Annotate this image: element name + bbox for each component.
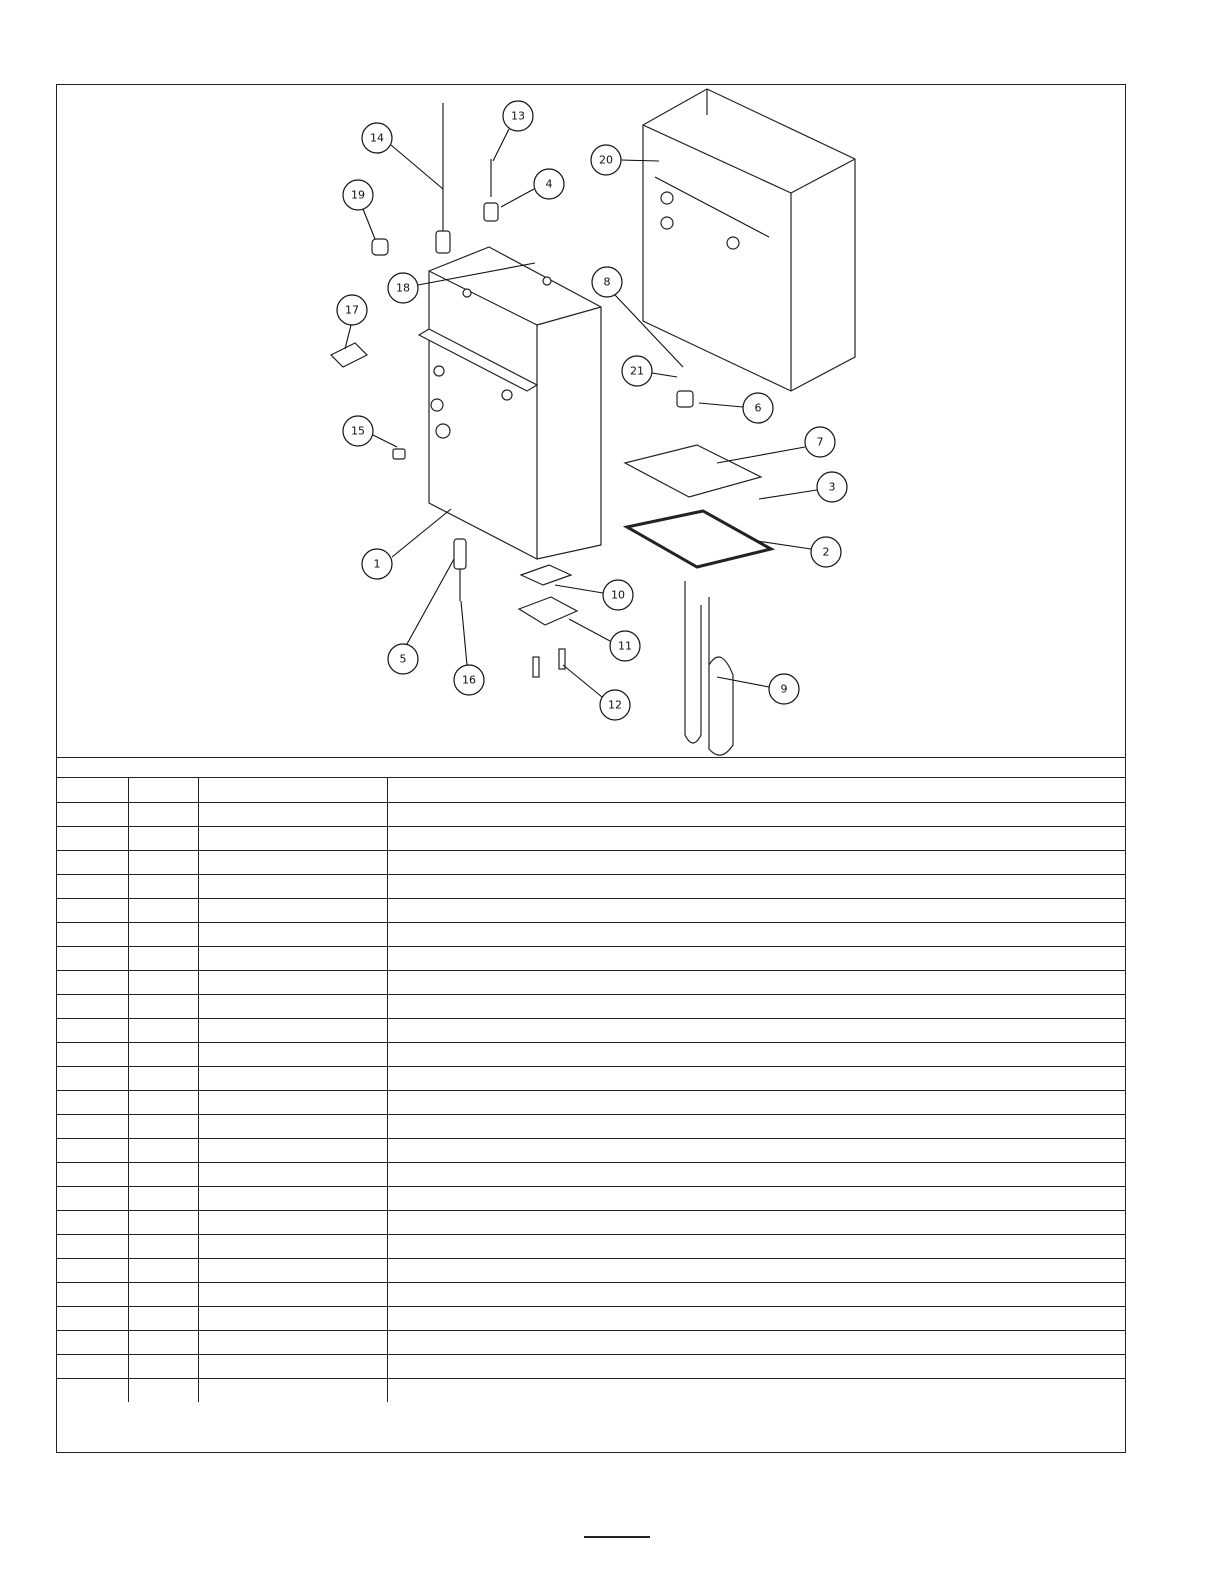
cell-qty <box>128 1234 198 1258</box>
cell-part-no <box>198 946 387 970</box>
cell-qty <box>128 1330 198 1354</box>
cell-item-no <box>57 1114 128 1138</box>
cell-part-no <box>198 1378 387 1402</box>
table-row <box>57 922 1125 946</box>
cell-description <box>387 802 1125 826</box>
table-row <box>57 1354 1125 1378</box>
cell-qty <box>128 1090 198 1114</box>
cell-item-no <box>57 1018 128 1042</box>
cell-description <box>387 1306 1125 1330</box>
svg-text:14: 14 <box>370 131 384 145</box>
cell-qty <box>128 1138 198 1162</box>
cell-description <box>387 1090 1125 1114</box>
cell-item-no <box>57 1330 128 1354</box>
cell-description <box>387 1114 1125 1138</box>
cell-qty <box>128 946 198 970</box>
cell-description <box>387 1138 1125 1162</box>
table-row <box>57 874 1125 898</box>
table-row <box>57 826 1125 850</box>
cell-description <box>387 994 1125 1018</box>
callout-5 <box>388 644 418 674</box>
callout-6 <box>743 393 773 423</box>
svg-text:2: 2 <box>822 545 830 559</box>
svg-text:5: 5 <box>399 652 407 666</box>
cell-description <box>387 1042 1125 1066</box>
cell-part-no <box>198 898 387 922</box>
svg-text:3: 3 <box>828 480 836 494</box>
parts-list-table <box>57 778 1125 1402</box>
cell-qty <box>128 1162 198 1186</box>
exploded-parts-diagram <box>57 85 1125 758</box>
outer-cabinet-drawing <box>643 89 855 391</box>
cell-qty <box>128 898 198 922</box>
cell-part-no <box>198 802 387 826</box>
cell-part-no <box>198 1354 387 1378</box>
cell-part-no <box>198 1282 387 1306</box>
cell-qty <box>128 1378 198 1402</box>
cell-item-no <box>57 1186 128 1210</box>
table-row <box>57 1066 1125 1090</box>
cell-item-no <box>57 1282 128 1306</box>
cell-part-no <box>198 1186 387 1210</box>
cell-description <box>387 874 1125 898</box>
cell-item-no <box>57 778 128 802</box>
document-frame <box>56 84 1126 1453</box>
svg-text:8: 8 <box>603 275 611 289</box>
cell-part-no <box>198 778 387 802</box>
cell-description <box>387 1258 1125 1282</box>
table-row <box>57 946 1125 970</box>
svg-text:13: 13 <box>511 109 525 123</box>
cell-part-no <box>198 874 387 898</box>
cell-description <box>387 1378 1125 1402</box>
exploded-view-drawing <box>57 85 1125 757</box>
cell-item-no <box>57 946 128 970</box>
callout-19 <box>343 180 373 210</box>
cell-description <box>387 826 1125 850</box>
cell-qty <box>128 1258 198 1282</box>
svg-text:11: 11 <box>618 639 632 653</box>
cell-qty <box>128 1114 198 1138</box>
cell-item-no <box>57 1234 128 1258</box>
table-row <box>57 1138 1125 1162</box>
callout-8 <box>592 267 622 297</box>
cell-description <box>387 1330 1125 1354</box>
cell-part-no <box>198 1114 387 1138</box>
callout-15 <box>343 416 373 446</box>
callout-10 <box>603 580 633 610</box>
cell-part-no <box>198 1306 387 1330</box>
callout-2 <box>811 537 841 567</box>
table-row <box>57 850 1125 874</box>
table-row <box>57 802 1125 826</box>
cell-qty <box>128 1186 198 1210</box>
callout-11 <box>610 631 640 661</box>
cell-item-no <box>57 1210 128 1234</box>
cell-item-no <box>57 1258 128 1282</box>
svg-text:18: 18 <box>396 281 410 295</box>
table-row <box>57 1234 1125 1258</box>
cell-qty <box>128 826 198 850</box>
table-row <box>57 1378 1125 1402</box>
cell-part-no <box>198 1234 387 1258</box>
svg-text:6: 6 <box>754 401 762 415</box>
cell-part-no <box>198 970 387 994</box>
table-row <box>57 1282 1125 1306</box>
page-number-rule <box>584 1536 650 1538</box>
cell-qty <box>128 1066 198 1090</box>
cell-qty <box>128 1210 198 1234</box>
svg-text:17: 17 <box>345 303 359 317</box>
cell-qty <box>128 874 198 898</box>
svg-text:4: 4 <box>545 177 553 191</box>
callout-16 <box>454 665 484 695</box>
svg-text:15: 15 <box>351 424 365 438</box>
cell-part-no <box>198 1138 387 1162</box>
parts-table-title <box>57 757 1125 778</box>
svg-text:7: 7 <box>816 435 824 449</box>
cell-qty <box>128 1282 198 1306</box>
cell-description <box>387 778 1125 802</box>
cell-qty <box>128 994 198 1018</box>
table-row <box>57 1306 1125 1330</box>
table-row <box>57 1042 1125 1066</box>
table-row <box>57 1330 1125 1354</box>
cell-description <box>387 1186 1125 1210</box>
cell-qty <box>128 1354 198 1378</box>
svg-text:19: 19 <box>351 188 365 202</box>
cell-part-no <box>198 1042 387 1066</box>
cell-item-no <box>57 994 128 1018</box>
table-row <box>57 994 1125 1018</box>
svg-text:1: 1 <box>373 557 381 571</box>
callout-13 <box>503 101 533 131</box>
cell-description <box>387 1210 1125 1234</box>
table-row <box>57 898 1125 922</box>
cell-part-no <box>198 1090 387 1114</box>
cell-qty <box>128 1018 198 1042</box>
cell-part-no <box>198 1258 387 1282</box>
cell-item-no <box>57 1066 128 1090</box>
cell-item-no <box>57 1378 128 1402</box>
table-row <box>57 1186 1125 1210</box>
svg-text:20: 20 <box>599 153 613 167</box>
svg-text:9: 9 <box>780 682 788 696</box>
cell-description <box>387 1018 1125 1042</box>
cell-part-no <box>198 1162 387 1186</box>
cell-description <box>387 898 1125 922</box>
cell-description <box>387 922 1125 946</box>
cell-description <box>387 970 1125 994</box>
cell-qty <box>128 922 198 946</box>
cell-item-no <box>57 898 128 922</box>
callout-7 <box>805 427 835 457</box>
cell-item-no <box>57 1138 128 1162</box>
cell-description <box>387 1282 1125 1306</box>
cell-item-no <box>57 970 128 994</box>
table-row <box>57 778 1125 802</box>
cell-description <box>387 1234 1125 1258</box>
cell-qty <box>128 970 198 994</box>
svg-text:16: 16 <box>462 673 476 687</box>
cell-item-no <box>57 1042 128 1066</box>
table-row <box>57 1114 1125 1138</box>
cell-item-no <box>57 1162 128 1186</box>
cell-qty <box>128 802 198 826</box>
cell-item-no <box>57 1306 128 1330</box>
callout-9 <box>769 674 799 704</box>
cell-part-no <box>198 1210 387 1234</box>
cell-description <box>387 1066 1125 1090</box>
cell-item-no <box>57 922 128 946</box>
table-row <box>57 1258 1125 1282</box>
table-row <box>57 1210 1125 1234</box>
cell-item-no <box>57 850 128 874</box>
cell-part-no <box>198 1018 387 1042</box>
callout-14 <box>362 123 392 153</box>
callout-12 <box>600 690 630 720</box>
table-row <box>57 1162 1125 1186</box>
svg-text:12: 12 <box>608 698 622 712</box>
cell-part-no <box>198 994 387 1018</box>
cell-item-no <box>57 1090 128 1114</box>
cell-description <box>387 1162 1125 1186</box>
cell-description <box>387 946 1125 970</box>
cell-qty <box>128 850 198 874</box>
cell-part-no <box>198 826 387 850</box>
callout-3 <box>817 472 847 502</box>
cell-part-no <box>198 1066 387 1090</box>
cell-part-no <box>198 850 387 874</box>
cell-item-no <box>57 826 128 850</box>
svg-text:10: 10 <box>611 588 625 602</box>
cell-part-no <box>198 1330 387 1354</box>
callout-18 <box>388 273 418 303</box>
svg-text:21: 21 <box>630 364 644 378</box>
table-row <box>57 1018 1125 1042</box>
cell-part-no <box>198 922 387 946</box>
cell-qty <box>128 778 198 802</box>
callout-1 <box>362 549 392 579</box>
cell-item-no <box>57 1354 128 1378</box>
table-row <box>57 970 1125 994</box>
cell-qty <box>128 1306 198 1330</box>
table-row <box>57 1090 1125 1114</box>
cell-item-no <box>57 874 128 898</box>
cell-description <box>387 1354 1125 1378</box>
callout-20 <box>591 145 621 175</box>
callout-17 <box>337 295 367 325</box>
callout-21 <box>622 356 652 386</box>
cell-description <box>387 850 1125 874</box>
callout-4 <box>534 169 564 199</box>
cell-item-no <box>57 802 128 826</box>
cell-qty <box>128 1042 198 1066</box>
